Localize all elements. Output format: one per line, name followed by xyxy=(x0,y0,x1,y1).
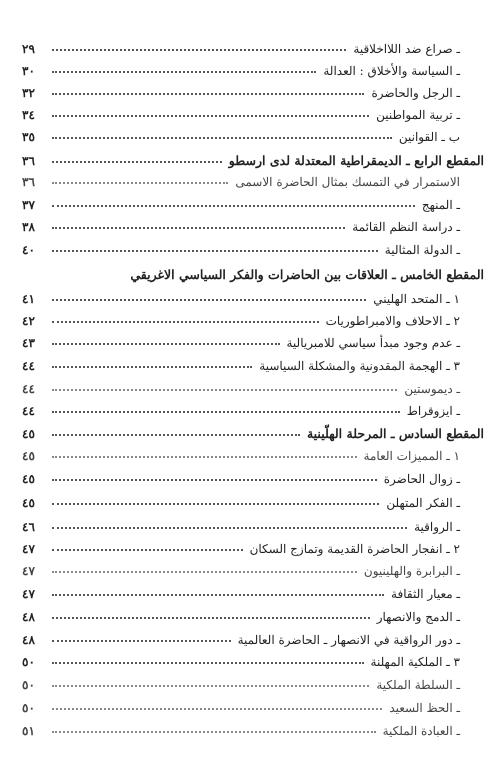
toc-entry-title: ٣ ـ الهجمة المقدونية والمشكلة السياسية xyxy=(259,359,460,373)
toc-entry-title: ٢ ـ انفجار الحاضرة القديمة وتمازج السكان xyxy=(249,542,460,556)
dot-leader xyxy=(52,617,370,619)
toc-page-number: ٣٦ xyxy=(22,154,35,168)
dot-leader xyxy=(52,594,384,596)
toc-page-number: ٤٨ xyxy=(22,610,35,624)
toc-page-number: ٤١ xyxy=(22,292,35,306)
toc-page-number: ٣٤ xyxy=(22,108,35,122)
toc-entry xyxy=(22,122,460,144)
toc-entry xyxy=(22,647,460,669)
dot-leader xyxy=(52,366,252,368)
toc-entry-title: ـ الفكر المتهلن xyxy=(386,496,460,510)
dot-leader xyxy=(52,205,415,207)
toc-page-number: ٣٠ xyxy=(22,64,35,78)
toc-page-number: ٤٦ xyxy=(22,520,35,534)
toc-entry-title: ـ السياسة والأخلاق : العدالة xyxy=(323,64,460,78)
dot-leader xyxy=(52,161,222,163)
toc-entry xyxy=(22,328,460,350)
dot-leader xyxy=(52,182,228,184)
toc-page-number: ٤٢ xyxy=(22,314,35,328)
toc-entry-title: ـ الدولة المثالية xyxy=(384,243,460,257)
toc-entry-title: ـ المنهج xyxy=(421,198,460,212)
toc-page-number: ٤٧ xyxy=(22,564,35,578)
toc-entry-title: ـ عدم وجود مبدأ سياسي للامبريالية xyxy=(286,336,460,350)
toc-page-number: ٤٤ xyxy=(22,382,35,396)
toc-entry xyxy=(22,464,460,486)
toc-page-number: ٥٠ xyxy=(22,701,35,715)
toc-entry xyxy=(22,602,460,624)
dot-leader xyxy=(52,137,392,139)
dot-leader xyxy=(52,227,345,229)
toc-entry-title: ـ الرجل والحاضرة xyxy=(371,86,460,100)
toc-entry xyxy=(22,374,460,396)
toc-page-number: ٤٧ xyxy=(22,542,35,556)
dot-leader xyxy=(52,708,382,710)
toc-page-number: ٣٥ xyxy=(22,130,35,144)
toc-entry xyxy=(22,488,460,510)
toc-entry xyxy=(22,579,460,601)
dot-leader xyxy=(52,115,369,117)
dot-leader xyxy=(52,640,231,642)
dot-leader xyxy=(52,527,407,529)
toc-section-heading xyxy=(22,146,484,168)
toc-entry-title: ـ ايزوقراط xyxy=(406,404,460,418)
toc-page-number: ٣٦ xyxy=(22,175,35,189)
toc-entry-title: ٢ ـ الاحلاف والامبراطوريات xyxy=(325,314,460,328)
toc-entry-title: ـ دراسة النظم القائمة xyxy=(352,220,460,234)
dot-leader xyxy=(52,549,243,551)
toc-entry-title: ـ السلطة الملكية xyxy=(376,678,460,692)
toc-entry-title: ٣ ـ الملكية المهلنة xyxy=(370,655,460,669)
toc-entry-title: المقطع الخامس ـ العلاقات بين الحاضرات والفكر السياسي الاغريقي xyxy=(130,267,484,282)
toc-entry-title: ـ زوال الحاضرة xyxy=(383,472,460,486)
dot-leader xyxy=(52,321,319,323)
dot-leader xyxy=(52,411,400,413)
toc-section-heading xyxy=(22,260,484,282)
dot-leader xyxy=(52,434,300,436)
toc-entry-title: ـ البرابرة والهلينيون xyxy=(363,564,460,578)
toc-entry-title: ـ الرواقية xyxy=(414,520,460,534)
toc-entry-title: ـ صراع ضد اللااخلاقية xyxy=(353,42,460,56)
toc-entry xyxy=(22,693,460,715)
dot-leader xyxy=(52,731,376,733)
toc-page-number: ٢٩ xyxy=(22,42,35,56)
toc-entry xyxy=(22,625,460,647)
toc-page-number: ٤٨ xyxy=(22,633,35,647)
toc-entry-title: المقطع السادس ـ المرحلة الهلّينية xyxy=(306,426,484,441)
toc-entry xyxy=(22,670,460,692)
toc-entry xyxy=(22,235,460,257)
dot-leader xyxy=(52,389,397,391)
toc-entry xyxy=(22,306,460,328)
toc-entry-title: ١ ـ المتحد الهليني xyxy=(373,292,460,306)
toc-entry-title: ـ العبادة الملكية xyxy=(382,724,460,738)
dot-leader xyxy=(52,685,369,687)
toc-page-number: ٤٥ xyxy=(22,449,35,463)
toc-entry-title: ـ الدمج والانصهار xyxy=(376,610,460,624)
toc-page-number: ٤٥ xyxy=(22,427,35,441)
toc-entry xyxy=(22,212,460,234)
dot-leader xyxy=(52,49,346,51)
toc-page-number: ٤٤ xyxy=(22,404,35,418)
toc-page-number: ٤٤ xyxy=(22,359,35,373)
dot-leader xyxy=(52,71,316,73)
toc-section-heading xyxy=(22,419,484,441)
toc-entry-title: الاستمرار في التمسك بمثال الحاضرة الاسمى xyxy=(235,175,460,189)
toc-entry-title: ب ـ القوانين xyxy=(398,130,460,144)
dot-leader xyxy=(52,299,366,301)
dot-leader xyxy=(52,662,364,664)
toc-entry-title: ـ دور الرواقية في الانصهار ـ الحاضرة العالمية xyxy=(237,633,460,647)
toc-page-number: ٥١ xyxy=(22,724,35,738)
dot-leader xyxy=(52,503,379,505)
dot-leader xyxy=(52,93,364,95)
toc-entry xyxy=(22,396,460,418)
toc-page-number: ٤٠ xyxy=(22,243,35,257)
toc-entry xyxy=(22,78,460,100)
toc-page-number: ٣٧ xyxy=(22,198,35,212)
toc-page-number: ٣٢ xyxy=(22,86,35,100)
toc-entry xyxy=(22,716,460,738)
toc-page-number: ٤٥ xyxy=(22,472,35,486)
toc-entry xyxy=(22,167,460,189)
toc-entry xyxy=(22,534,460,556)
toc-page-number: ٤٣ xyxy=(22,336,35,350)
toc-entry-title: ـ الحظ السعيد xyxy=(389,701,460,715)
toc-entry xyxy=(22,190,460,212)
toc-page-number: ٥٠ xyxy=(22,678,35,692)
dot-leader xyxy=(52,343,280,345)
toc-entry xyxy=(22,441,460,463)
toc-page-number: ٣٨ xyxy=(22,220,35,234)
toc-entry xyxy=(22,56,460,78)
dot-leader xyxy=(52,571,357,573)
toc-entry-title: ١ ـ المميزات العامة xyxy=(363,449,460,463)
dot-leader xyxy=(52,250,378,252)
toc-page-number: ٥٠ xyxy=(22,655,35,669)
toc-entry xyxy=(22,34,460,56)
dot-leader xyxy=(52,479,377,481)
toc-entry xyxy=(22,351,460,373)
toc-entry-title: المقطع الرابع ـ الديمقراطية المعتدلة لدى ارسطو xyxy=(228,153,484,168)
toc-page-number: ٤٥ xyxy=(22,496,35,510)
toc-entry-title: ـ تربية المواطنين xyxy=(376,108,460,122)
toc-entry xyxy=(22,512,460,534)
dot-leader xyxy=(52,456,357,458)
toc-entry-title: ـ ديموستين xyxy=(404,382,460,396)
toc-entry-title: ـ معيار الثقافة xyxy=(391,587,460,601)
toc-entry xyxy=(22,284,460,306)
toc-entry xyxy=(22,100,460,122)
toc-entry xyxy=(22,556,460,578)
toc-page-number: ٤٧ xyxy=(22,587,35,601)
